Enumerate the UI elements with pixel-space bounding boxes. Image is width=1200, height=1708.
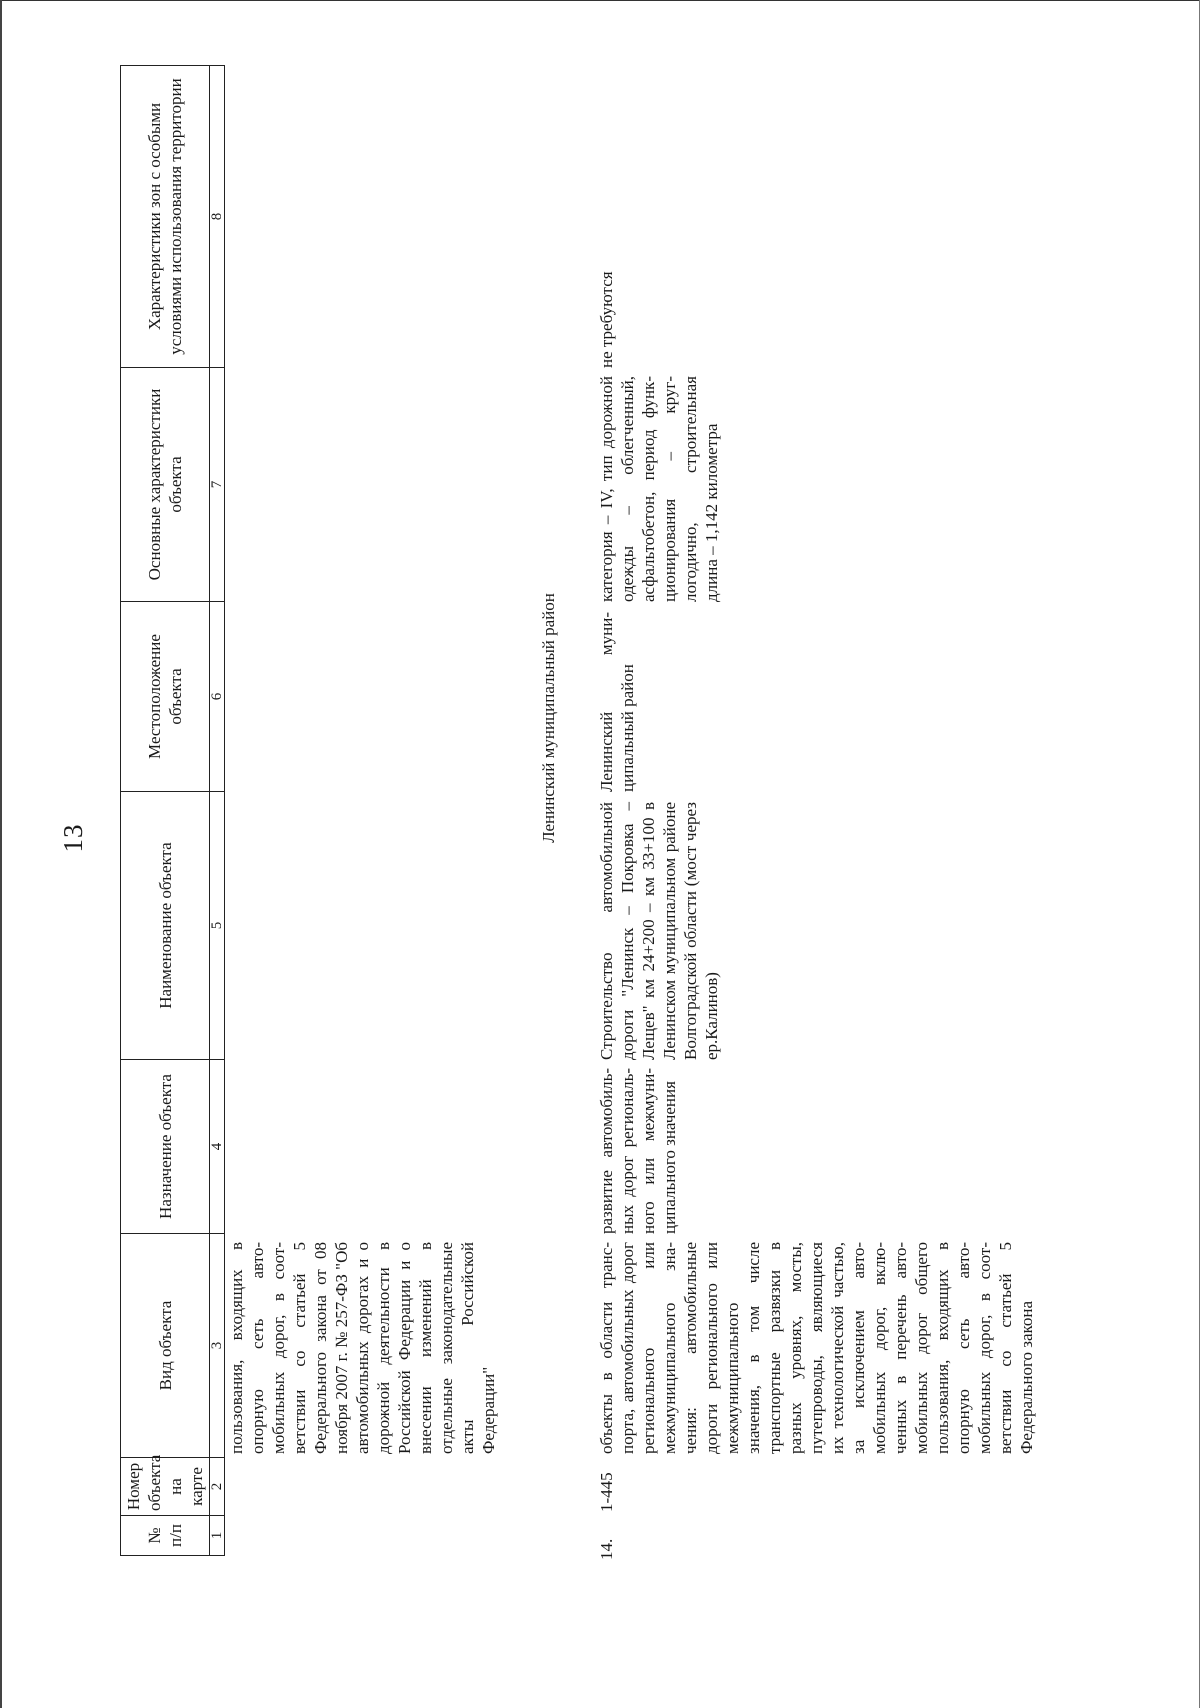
column-number: 8 (210, 66, 225, 368)
page-number: 13 (58, 823, 88, 853)
column-number: 4 (210, 1060, 225, 1234)
column-number: 1 (210, 1516, 225, 1556)
table-header (120, 65, 225, 1556)
column-number: 6 (210, 602, 225, 792)
column-number: 7 (210, 368, 225, 602)
header-num: № п/п (121, 1516, 210, 1556)
column-number: 2 (210, 1458, 225, 1516)
header-type: Вид объекта (121, 1234, 210, 1458)
row-map-number: 1-445 (597, 1472, 616, 1512)
header-name: Наименование объекта (121, 792, 210, 1060)
header-purpose: Назначение объекта (121, 1060, 210, 1234)
column-number: 5 (210, 792, 225, 1060)
header-map-number: Номер объекта на карте (121, 1458, 210, 1516)
section-title: Ленинский муниципальный район (539, 593, 558, 843)
row-num: 14. (597, 1538, 616, 1560)
row-location: Ленинский муниципальный район (597, 612, 637, 792)
column-number: 3 (210, 1234, 225, 1458)
header-zones: Характеристики зон с особыми условиями использования территории (121, 66, 210, 368)
row-characteristics: категория – IV, тип дорожной одежды – облегченный, асфальтобетон, период функционирования – круглогодично, строительная длина – 1,142 километра (597, 376, 721, 602)
continuation-type-text: пользования, входящих в опорную сеть автомобильных дорог, в соответствии со статьей 5 Федерального закона от 08 ноября 2007 г. № 257-ФЗ "Об автомобильных дорогах и о дорожной деятельности в Российской Федерации и о внесении изменений в отдельные законодательные акты Российской Федерации" (227, 1242, 498, 1454)
header-location: Местоположение объекта (121, 602, 210, 792)
row-object-name: Строительство автомобильной дороги "Ленинск – Покровка – Лещев" км 24+200 – км 33+100 в Ленинском муниципальном районе Волгоградской области (мост через ер.Калинов) (597, 802, 721, 1060)
row-zones: не требуются (597, 271, 616, 368)
header-characteristics: Основные характеристики объекта (121, 368, 210, 602)
row-purpose: развитие автомобильных дорог регионального или межмуниципального значения (597, 1068, 679, 1234)
row-type: объекты в области транспорта, автомобильных дорог регионального или межмуниципального значения: автомобильные дороги регионального или межмуниципального значения, в том числе транспортные развязки в разных уровнях, мосты, путепроводы, являющиеся их технологической частью, за исключением автомобильных дорог, включенных в перечень автомобильных дорог общего пользования, входящих в опорную сеть автомобильных дорог, в соответствии со статьей 5 Федерального закона (597, 1242, 1036, 1454)
